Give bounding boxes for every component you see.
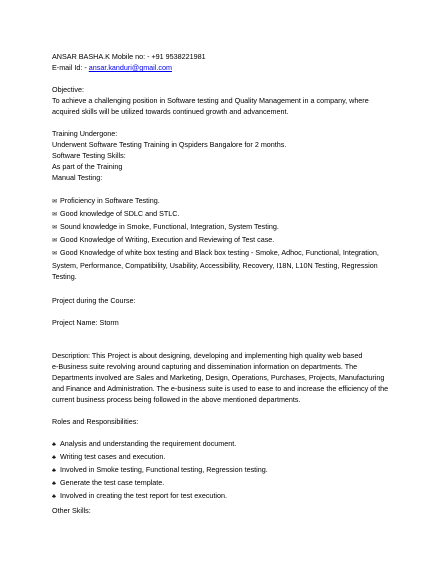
- roles-list: [52, 438, 392, 503]
- project-heading: Project during the Course:: [52, 296, 136, 305]
- project-description: [52, 350, 392, 405]
- list-item: ♣ Involved in creating the test report for test execution.: [52, 490, 392, 503]
- list-item: ♣ Generate the test case template.: [52, 477, 392, 490]
- list-item: ✉ Proficiency in Software Testing.: [52, 195, 392, 208]
- club-icon: ♣: [52, 481, 56, 487]
- training-line: Underwent Software Testing Training in Qspiders Bangalore for 2 months.: [52, 140, 287, 149]
- skills-list: [52, 195, 392, 282]
- list-item: ✉ Good Knowledge of Writing, Execution and Reviewing of Test case.: [52, 234, 392, 247]
- description-line: Departments involved are Sales and Marketing, Design, Operations, Purchases, Projects, Manufacturing: [52, 373, 385, 382]
- other-skills-heading: Other Skills:: [52, 506, 91, 515]
- envelope-icon: ✉: [52, 251, 58, 257]
- club-icon: ♣: [52, 468, 56, 474]
- email-link[interactable]: ansar.kanduri@gmail.com: [88, 63, 172, 72]
- objective-line: To achieve a challenging position in Software testing and Quality Management in a company, where: [52, 96, 369, 105]
- description-line: and Finance and Administration. The e-business suite is used to ease to and increase the efficiency of the: [52, 384, 389, 393]
- objective-section: [52, 84, 392, 117]
- list-item: ✉ Good Knowledge of white box testing and Black box testing - Smoke, Adhoc, Functional, Integration,: [52, 247, 392, 260]
- envelope-icon: ✉: [52, 212, 58, 218]
- envelope-icon: ✉: [52, 199, 58, 205]
- objective-heading: Objective:: [52, 85, 84, 94]
- list-item-continuation: Testing.: [52, 272, 77, 281]
- skills-heading: Software Testing Skills:: [52, 151, 126, 160]
- project-name: Project Name: Storm: [52, 318, 119, 327]
- objective-line: acquired skills will be utilized towards continued growth and advancement.: [52, 107, 289, 116]
- list-item-continuation: System, Performance, Compatibility, Usability, Accessibility, Recovery, I18N, L10N Testing, Regression: [52, 261, 378, 270]
- roles-heading: Roles and Responsibilities:: [52, 417, 139, 426]
- description-line: current business process being followed in the above mentioned departments.: [52, 395, 301, 404]
- club-icon: ♣: [52, 442, 56, 448]
- list-item: ✉ Sound knowledge in Smoke, Functional, Integration, System Testing.: [52, 221, 392, 234]
- manual-testing-heading: Manual Testing:: [52, 173, 103, 182]
- training-line: As part of the Training: [52, 162, 123, 171]
- list-item: ♣ Writing test cases and execution.: [52, 451, 392, 464]
- list-item: ♣ Analysis and understanding the requirement document.: [52, 438, 392, 451]
- club-icon: ♣: [52, 455, 56, 461]
- list-item: ♣ Involved in Smoke testing, Functional testing, Regression testing.: [52, 464, 392, 477]
- description-line: Description: This Project is about designing, developing and implementing high quality web based: [52, 351, 363, 360]
- name-mobile-line: ANSAR BASHA.K Mobile no: - +91 9538221981: [52, 52, 206, 61]
- envelope-icon: ✉: [52, 238, 58, 244]
- contact-header: [52, 51, 392, 73]
- training-section: [52, 128, 392, 183]
- training-heading: Training Undergone:: [52, 129, 118, 138]
- email-label: E-mail Id: -: [52, 63, 89, 72]
- envelope-icon: ✉: [52, 225, 58, 231]
- description-line: e-Business suite revolving around capturing and dissemination information on departments. The: [52, 362, 358, 371]
- list-item: ✉ Good knowledge of SDLC and STLC.: [52, 208, 392, 221]
- email-line: [52, 62, 392, 73]
- club-icon: ♣: [52, 494, 56, 500]
